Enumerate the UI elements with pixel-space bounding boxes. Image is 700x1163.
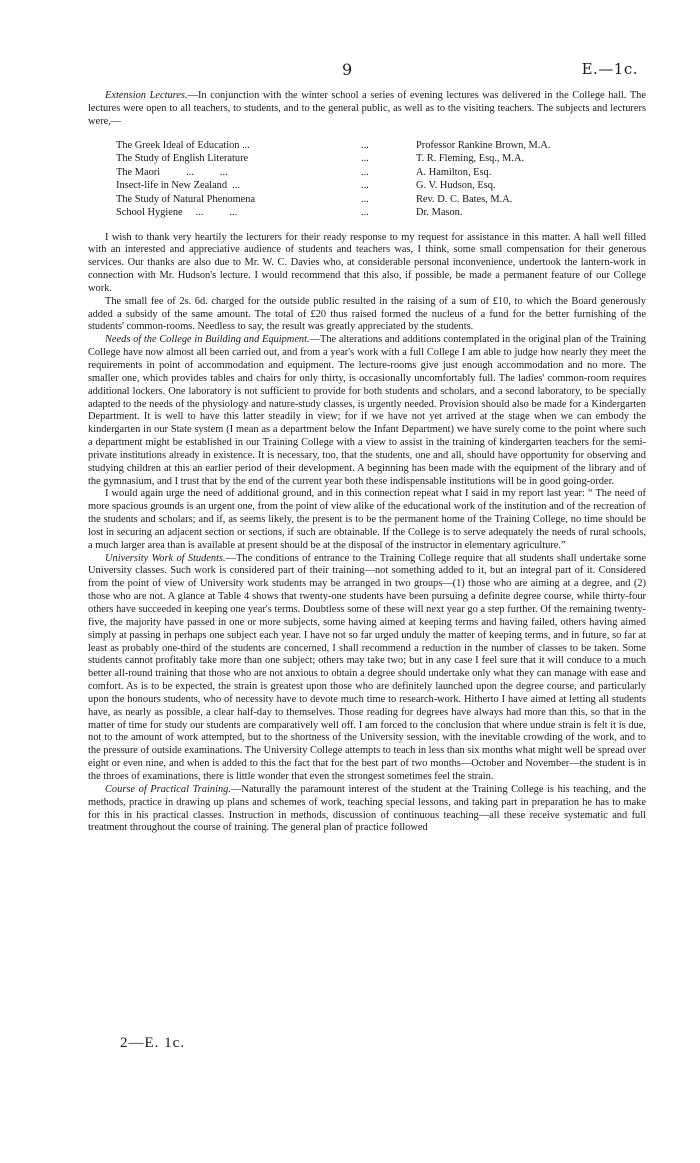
lecturer-name: Professor Rankine Brown, M.A. bbox=[416, 139, 551, 151]
extension-lectures-heading: Extension Lectures. bbox=[105, 90, 188, 101]
lecture-subject: The Maori ... ... bbox=[116, 166, 228, 178]
lecture-row bbox=[116, 166, 551, 180]
leader-dots: ... bbox=[361, 180, 369, 192]
university-text: —The conditions of entrance to the Training College require that all students shall undertake some University classes. Such work is considered part of their training—not something added to it, but an integral part of it. Considered from the point of view of University work students may be arranged in two groups—(1) those who are aiming at a degree, and (2) those who are not. A glance at Table 4 shows that twenty-one students have been pursuing a definite degree course, while thirty-four others have succeeded in keeping one year's terms. Doubtless some of these will next year go a step further. Of the remaining twenty-five, the majority have passed in one or more subjects, some having aimed at keeping terms and having failed, others having aimed simply at passing in perhaps one subject each year. I have not so far urged unduly the matter of keeping terms, and in future, so far at least as probably one-third of the students are concerned, I shall recommend a reduction in the number of classes to be taken. Some students cannot profitably take more than one subject; others may take two; but in any case I feel sure that it will conduce to a much better all-round training that those who are not anxious to obtain a degree should undertake only what they can manage with ease and comfort. As is to be expected, the strain is greatest upon those who are definitely launched upon the degree course, and particularly upon the honours students, who of necessity have to devote much time to research-work. Hitherto I have aimed at letting all students have, as nearly as possible, a clear half-day to themselves. Those reading for degrees have always had more than this, so that in the matter of time for study our students are comparatively well off. I am forced to the conclusion that where undue strain is felt it is due, not to the amount of work attempted, but to the shortness of the University session, with the inevitable crowding of the work, and to the pressure of outside examinations. The University College attempts to teach in less than six months what might well be spread over eight or even nine, and when is added to this the fact that for the best part of two months—October and November—the student is in the throes of examinations, there is little wonder that even the strongest sometimes feel the strain. bbox=[88, 552, 646, 782]
leader-dots: ... bbox=[361, 139, 369, 151]
lecture-row bbox=[116, 193, 551, 207]
ground-paragraph: I would again urge the need of additional ground, and in this connection repeat what I said in my report last year: “ The need of more spacious grounds is an urgent one, from the point of view alike of the educational work of the institution and of the recreation of the students and scholars; and if, as seems likely, the present is to be the permanent home of the Training College, no time should be lost in securing an adjacent section or sections, if such are obtainable. If the College is to serve adequately the needs of rural schools, a much larger area than is available at present should be at the disposal of the instructor in elementary agriculture.” bbox=[88, 488, 646, 551]
extension-lectures-text: —In conjunction with the winter school a series of evening lectures was delivered in the College hall. The lectures were open to all teachers, to students, and to the general public, as well as to the visiting teachers. The subjects and lecturers were,— bbox=[88, 90, 646, 127]
leader-dots: ... bbox=[361, 207, 369, 219]
lecture-row bbox=[116, 139, 551, 153]
university-paragraph bbox=[88, 553, 646, 784]
needs-paragraph bbox=[88, 334, 646, 488]
extension-lectures-paragraph bbox=[88, 90, 646, 129]
training-paragraph bbox=[88, 784, 646, 835]
lecture-row bbox=[116, 152, 551, 166]
lecture-row bbox=[116, 179, 551, 193]
lecture-subject: The Study of English Literature bbox=[116, 153, 249, 165]
page-number: 9 bbox=[342, 60, 353, 79]
page-header bbox=[0, 60, 700, 80]
leader-dots: ... bbox=[361, 166, 369, 178]
university-heading: University Work of Students. bbox=[105, 552, 226, 564]
fee-paragraph: The small fee of 2s. 6d. charged for the outside public resulted in the raising of a sum of £10, to which the Board generously added a subsidy of the same amount. The total of £20 thus raised formed the nucleus of a fund for the better furnishing of the students' common-rooms. Needless to say, the result was greatly appreciated by the students. bbox=[88, 295, 646, 333]
lecture-subject: The Greek Ideal of Education ... bbox=[116, 139, 250, 151]
needs-heading: Needs of the College in Building and Equipment. bbox=[105, 334, 310, 346]
lecturer-name: Dr. Mason. bbox=[416, 207, 463, 219]
series-code: E.—1c. bbox=[581, 60, 638, 78]
lecture-subject: School Hygiene ... ... bbox=[116, 207, 238, 219]
lecturer-name: A. Hamilton, Esq. bbox=[416, 166, 492, 178]
lecturer-name: Rev. D. C. Bates, M.A. bbox=[416, 193, 513, 205]
training-heading: Course of Practical Training. bbox=[105, 783, 231, 795]
lecture-subject: Insect-life in New Zealand ... bbox=[116, 180, 241, 192]
lecture-row bbox=[116, 206, 551, 220]
lecturer-name: T. R. Fleming, Esq., M.A. bbox=[416, 153, 525, 165]
leader-dots: ... bbox=[361, 193, 369, 205]
report-body bbox=[88, 90, 646, 835]
needs-text: —The alterations and additions contemplated in the original plan of the Training College have now almost all been carried out, and from a year's work with a full College I am able to judge how nearly they meet the requirements in point of accommodation and equipment. The lecture-rooms give just enough accommodation and no more. The smaller one, which provides tables and chairs for only thirty, is occasionally uncomfortably full. The ladies' common-room requires additional lockers. One laboratory is not sufficient to provide for both students and scholars, and a second laboratory, to be specially adapted to the needs of the physiology and nature-study classes, is urgently needed. Provision should also be made for a Kindergarten Department. It is well to have this latter steadily in view; for if we have not yet arrived at the stage when we can embody the kindergarten in our State system (I mean as a department below the Infant Department) we have surely come to the point where such a department might be established in our Training College with a view to assist in the training of kindergarten teachers for the semi-private institutions already in existence. It is necessary, too, that the students, one and all, should have opportunity for observing and studying children at this an earlier period of their development. A beginning has been made with the equipment of the library and of the gymnasium, and I trust that by the end of the current year both these indispensable institutions will be in good going-order. bbox=[88, 334, 646, 487]
training-text: —Naturally the paramount interest of the student at the Training College is his teaching, and the methods, practice in drawing up plans and schemes of work, teaching special lessons, and taking part in preparation he has to make for this in his practical classes. Instruction in methods, discussion of continuous teaching—all these receive systematic and full treatment throughout the course of training. The general plan of practice followed bbox=[88, 783, 647, 834]
signature-mark: 2—E. 1c. bbox=[120, 1035, 186, 1051]
leader-dots: ... bbox=[361, 153, 369, 165]
lecture-subject: The Study of Natural Phenomena bbox=[116, 193, 256, 205]
lecturer-name: G. V. Hudson, Esq. bbox=[416, 180, 496, 192]
thanks-paragraph: I wish to thank very heartily the lecturers for their ready response to my request for assistance in this matter. A hall well filled with an interested and appreciative audience of students and teachers was, I think, some small compensation for their generous services. Our thanks are also due to Mr. W. C. Davies who, at considerable personal inconvenience, undertook the lantern-work in connection with Mr. Hudson's lecture. I would recommend that this also, if possible, be made a permanent feature of our College work. bbox=[88, 231, 646, 294]
lecture-table bbox=[116, 139, 551, 220]
